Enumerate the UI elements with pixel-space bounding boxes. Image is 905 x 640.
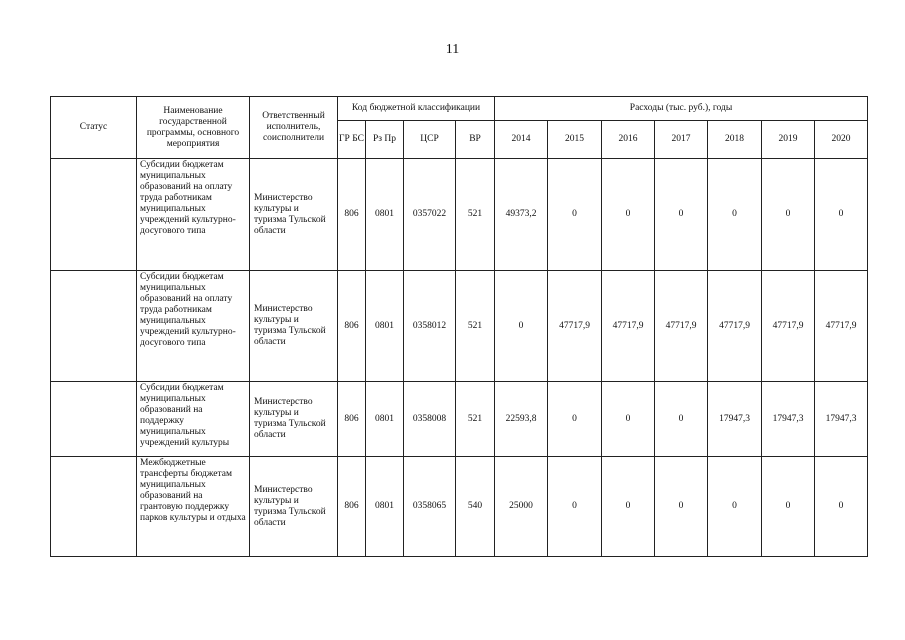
- row-csr: 0358008: [404, 382, 456, 457]
- row-executor: Министерство культуры и туризма Тульской области: [250, 271, 338, 382]
- page-number: 11: [445, 42, 460, 57]
- row-value: 47717,9: [708, 271, 762, 382]
- row-status: [51, 271, 137, 382]
- row-grbs: 806: [338, 382, 366, 457]
- header-csr: ЦСР: [404, 121, 456, 159]
- row-csr: 0357022: [404, 159, 456, 271]
- row-status: [51, 382, 137, 457]
- row-rzpr: 0801: [366, 382, 404, 457]
- row-value: 47717,9: [762, 271, 815, 382]
- row-value: 0: [655, 159, 708, 271]
- row-name: Субсидии бюджетам муниципальных образований на поддержку муниципальных учреждений культуры: [137, 382, 250, 457]
- row-value: 17947,3: [708, 382, 762, 457]
- header-vr: ВР: [456, 121, 495, 159]
- header-status: Статус: [51, 97, 137, 159]
- row-vr: 521: [456, 382, 495, 457]
- header-rzpr: Рз Пр: [366, 121, 404, 159]
- table-row: [51, 457, 868, 557]
- header-expenses: Расходы (тыс. руб.), годы: [495, 97, 868, 121]
- row-status: [51, 457, 137, 557]
- row-rzpr: 0801: [366, 159, 404, 271]
- row-value: 25000: [495, 457, 548, 557]
- row-value: 0: [762, 457, 815, 557]
- row-vr: 521: [456, 159, 495, 271]
- table-row: [51, 382, 868, 457]
- row-vr: 521: [456, 271, 495, 382]
- header-year: 2017: [655, 121, 708, 159]
- row-rzpr: 0801: [366, 271, 404, 382]
- row-csr: 0358012: [404, 271, 456, 382]
- row-value: 0: [548, 159, 602, 271]
- budget-table: [50, 96, 868, 557]
- header-year: 2020: [815, 121, 868, 159]
- header-executor: Ответственный исполнитель, соисполнители: [250, 97, 338, 159]
- row-value: 0: [708, 159, 762, 271]
- row-value: 0: [602, 159, 655, 271]
- row-executor: Министерство культуры и туризма Тульской области: [250, 457, 338, 557]
- row-value: 0: [655, 457, 708, 557]
- row-status: [51, 159, 137, 271]
- row-name: Субсидии бюджетам муниципальных образований на оплату труда работникам муниципальных учреждений культурно-досугового типа: [137, 159, 250, 271]
- row-value: 0: [815, 457, 868, 557]
- row-grbs: 806: [338, 159, 366, 271]
- row-value: 0: [548, 382, 602, 457]
- row-value: 22593,8: [495, 382, 548, 457]
- row-value: 47717,9: [548, 271, 602, 382]
- table-row: [51, 271, 868, 382]
- row-value: 0: [762, 159, 815, 271]
- header-year: 2015: [548, 121, 602, 159]
- table-row: [51, 159, 868, 271]
- row-value: 47717,9: [602, 271, 655, 382]
- row-csr: 0358065: [404, 457, 456, 557]
- row-value: 47717,9: [815, 271, 868, 382]
- row-grbs: 806: [338, 457, 366, 557]
- row-value: 0: [655, 382, 708, 457]
- header-year: 2019: [762, 121, 815, 159]
- header-budget-code: Код бюджетной классификации: [338, 97, 495, 121]
- row-value: 47717,9: [655, 271, 708, 382]
- header-year: 2016: [602, 121, 655, 159]
- row-name: Межбюджетные трансферты бюджетам муниципальных образований на грантовую поддержку парков культуры и отдыха: [137, 457, 250, 557]
- row-executor: Министерство культуры и туризма Тульской области: [250, 382, 338, 457]
- row-value: 0: [602, 382, 655, 457]
- row-grbs: 806: [338, 271, 366, 382]
- row-vr: 540: [456, 457, 495, 557]
- row-name: Субсидии бюджетам муниципальных образований на оплату труда работникам муниципальных учреждений культурно-досугового типа: [137, 271, 250, 382]
- row-executor: Министерство культуры и туризма Тульской области: [250, 159, 338, 271]
- header-year: 2018: [708, 121, 762, 159]
- header-grbs: ГР БС: [338, 121, 366, 159]
- row-value: 0: [602, 457, 655, 557]
- header-year: 2014: [495, 121, 548, 159]
- row-value: 17947,3: [815, 382, 868, 457]
- row-rzpr: 0801: [366, 457, 404, 557]
- header-name: Наименование государственной программы, основного мероприятия: [137, 97, 250, 159]
- row-value: 49373,2: [495, 159, 548, 271]
- row-value: 17947,3: [762, 382, 815, 457]
- row-value: 0: [708, 457, 762, 557]
- row-value: 0: [495, 271, 548, 382]
- row-value: 0: [548, 457, 602, 557]
- row-value: 0: [815, 159, 868, 271]
